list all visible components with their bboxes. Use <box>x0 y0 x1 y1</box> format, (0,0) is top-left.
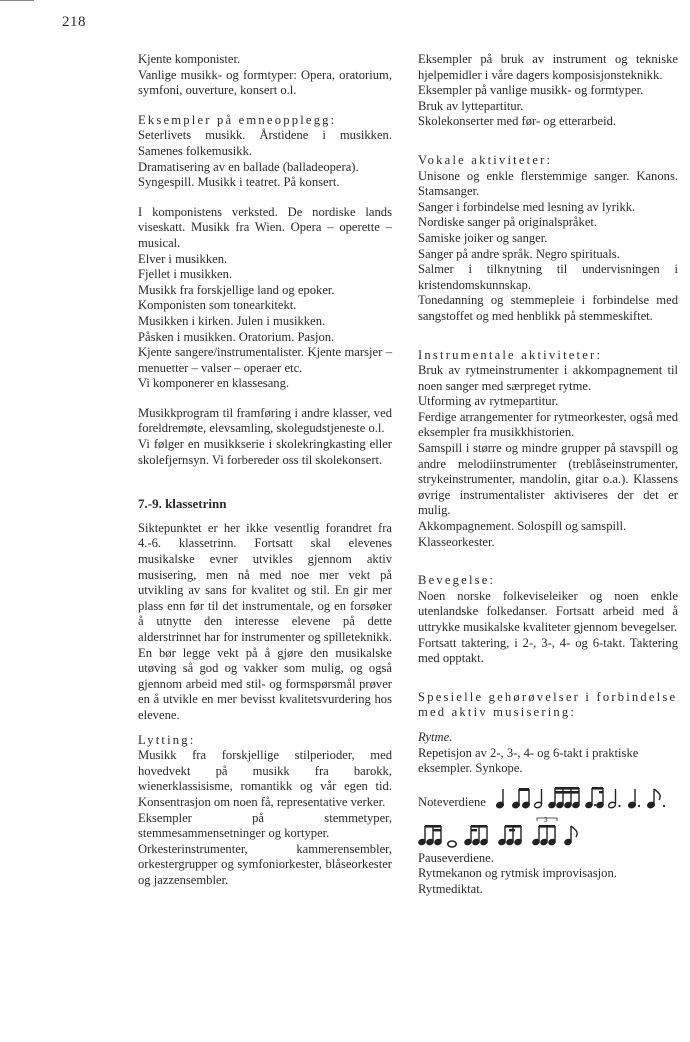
paragraph: Utforming av rytmepartitur. <box>418 394 559 409</box>
paragraph: Vi komponerer en klassesang. <box>138 376 290 391</box>
paragraph: Påsken i musikken. Oratorium. Pasjon. <box>138 329 335 344</box>
spacer <box>138 191 392 205</box>
spacer <box>418 550 678 564</box>
paragraph: Samspill i større og mindre grupper på stavspill og andre melodiinstrumenter (treblåseinstrumenter, strykeinstrumenter, mandolin, gitar o.a.). Klassens øvrige instrumentalister aktiviseres der det er mulig. <box>418 441 678 518</box>
svg-text:3: 3 <box>544 815 548 824</box>
paragraph: Eksempler på vanlige musikk- og formtyper. <box>418 83 644 98</box>
grade-heading: 7.-9. klassetrinn <box>138 496 227 512</box>
paragraph: Rytmekanon og rytmisk improvisasjon. <box>418 866 617 881</box>
paragraph: Musikkprogram til framføring i andre klasser, ved foreldremøte, elevsamling, skolegudstjeneste o.l. <box>138 405 392 436</box>
spacer <box>138 482 392 496</box>
paragraph: Vi følger en musikkserie i skolekringkasting eller skolefjernsyn. Vi forbereder oss til skolekonsert. <box>138 437 392 467</box>
paragraph: Sanger i forbindelse med lesning av lyrikk. <box>418 199 636 214</box>
paragraph: Samiske joiker og sanger. <box>418 230 548 245</box>
section-heading: Vokale aktiviteter: <box>418 152 553 167</box>
paragraph: Musikk fra forskjellige land og epoker. <box>138 282 335 297</box>
paragraph: Musikk fra forskjellige stilperioder, med hovedvekt på musikk fra barokk, wienerklassisisme, romantikk og vår egen tid. Konsentrasjon om noen få, representative verker. <box>138 748 392 809</box>
paragraph: Komponisten som tonearkitekt. <box>138 298 297 313</box>
paragraph: Vanlige musikk- og formtyper: Opera, oratorium, symfoni, ouverture, konsert o.l. <box>138 67 392 98</box>
right-column <box>418 52 678 898</box>
paragraph: Kjente komponister. <box>138 52 241 66</box>
left-column <box>138 52 392 889</box>
paragraph: Elver i musikken. <box>138 251 228 266</box>
top-rule <box>0 0 34 1</box>
page-number: 218 <box>62 14 86 30</box>
paragraph: Repetisjon av 2-, 3-, 4- og 6-takt i praktiske eksempler. Synkope. <box>418 745 639 776</box>
paragraph: Syngespill. Musikk i teatret. På konsert. <box>138 175 340 190</box>
paragraph: Salmer i tilknytning til undervisningen i kristendomskunnskap. <box>418 262 678 292</box>
note-values-row-1-graphic <box>496 781 676 811</box>
note-values-label: Noteverdiene <box>418 795 486 810</box>
paragraph: Eksempler på stemmetyper, stemmesammensetninger og kortyper. <box>138 810 392 841</box>
paragraph: Unisone og enkle flerstemmige sanger. Kanons. Stamsanger. <box>418 168 678 199</box>
paragraph: Rytmediktat. <box>418 881 483 896</box>
paragraph: Akkompagnement. Solospill og samspill. <box>418 519 627 534</box>
spacer <box>138 468 392 482</box>
paragraph: Bruk av rytmeinstrumenter i akkompagnement til noen sanger med særpreget rytme. <box>418 363 678 393</box>
paragraph: Bruk av lyttepartitur. <box>418 98 524 113</box>
paragraph: Ferdige arrangementer for rytmeorkester, også med eksempler fra musikkhistorien. <box>418 409 678 440</box>
note-values-row <box>418 781 678 811</box>
spacer <box>418 130 678 144</box>
spacer <box>418 681 678 690</box>
paragraph: Seterlivets musikk. Årstidene i musikken. Samenes folkemusikk. <box>138 128 392 158</box>
paragraph: Pauseverdiene. <box>418 850 494 865</box>
paragraph: Kjente sangere/instrumentalister. Kjente marsjer – menuetter – valser – operaer etc. <box>138 345 392 375</box>
spacer <box>138 724 392 733</box>
spacer <box>418 667 678 681</box>
paragraph: Eksempler på bruk av instrument og tekniske hjelpemidler i våre dagers komposisjonsteknikk. <box>418 52 678 82</box>
spacer <box>418 564 678 573</box>
note-values-row-2 <box>418 815 678 849</box>
subheading: Rytme. <box>418 729 453 744</box>
spacer <box>418 325 678 339</box>
paragraph: Orkesterinstrumenter, kammerensembler, orkestergrupper og symfoniorkester, blåseorkester og jazzensembler. <box>138 841 392 887</box>
section-heading: Lytting: <box>138 732 196 747</box>
paragraph: Klasseorkester. <box>418 534 495 549</box>
paragraph: Tonedanning og stemmepleie i forbindelse med sangstoffet og med henblikk på stemmeskiftet. <box>418 293 678 323</box>
paragraph: I komponistens verksted. De nordiske lands viseskatt. Musikk fra Wien. Opera – operette – musical. <box>138 204 392 250</box>
section-heading: Instrumentale aktiviteter: <box>418 347 603 362</box>
paragraph: Fortsatt taktering, i 2-, 3-, 4- og 6-takt. Taktering med opptakt. <box>418 635 678 666</box>
paragraph: Nordiske sanger på originalspråket. <box>418 215 598 230</box>
note-values-row-2-graphic <box>418 815 598 849</box>
section-heading: Bevegelse: <box>418 573 496 588</box>
spacer <box>418 144 678 153</box>
spacer <box>418 339 678 348</box>
paragraph: Sanger på andre språk. Negro spirituals. <box>418 246 620 261</box>
paragraph: Dramatisering av en ballade (balladeopera). <box>138 159 359 174</box>
spacer <box>138 392 392 406</box>
section-heading: Spesielle gehørøvelser i forbindelse med aktiv musisering: <box>418 689 678 720</box>
section-heading: Eksempler på emneopplegg: <box>138 112 337 127</box>
paragraph: Siktepunktet er her ikke vesentlig forandret fra 4.-6. klassetrinn. Fortsatt skal elevenes musikalske evner utvikles gjennom aktiv musisering, men nå med noe mer vekt på utvikling av sans for kvalitet og stil. En gir mer plass enn før til det instrumentale, og en forsøker å utnytte den interesse elevene på dette alderstrinnet har for instrumenter og spilleteknikk. En bør legge vekt på å gjøre den musikalske utøving så god og vakker som mulig, og også gjennom arbeid med stil- og formspørsmål prøver en å utvikle en mer bevisst kvalitetsvurdering hos elevene. <box>138 520 392 722</box>
paragraph: Skolekonserter med før- og etterarbeid. <box>418 114 617 129</box>
paragraph: Noen norske folkeviseleiker og noen enkle utenlandske folkedanser. Fortsatt arbeid med å uttrykke musikalske kvaliteter gjennom bevegelser. <box>418 588 678 634</box>
spacer <box>418 721 678 730</box>
spacer <box>138 512 392 521</box>
paragraph: Fjellet i musikken. <box>138 267 233 282</box>
spacer <box>138 99 392 113</box>
paragraph: Musikken i kirken. Julen i musikken. <box>138 313 326 328</box>
